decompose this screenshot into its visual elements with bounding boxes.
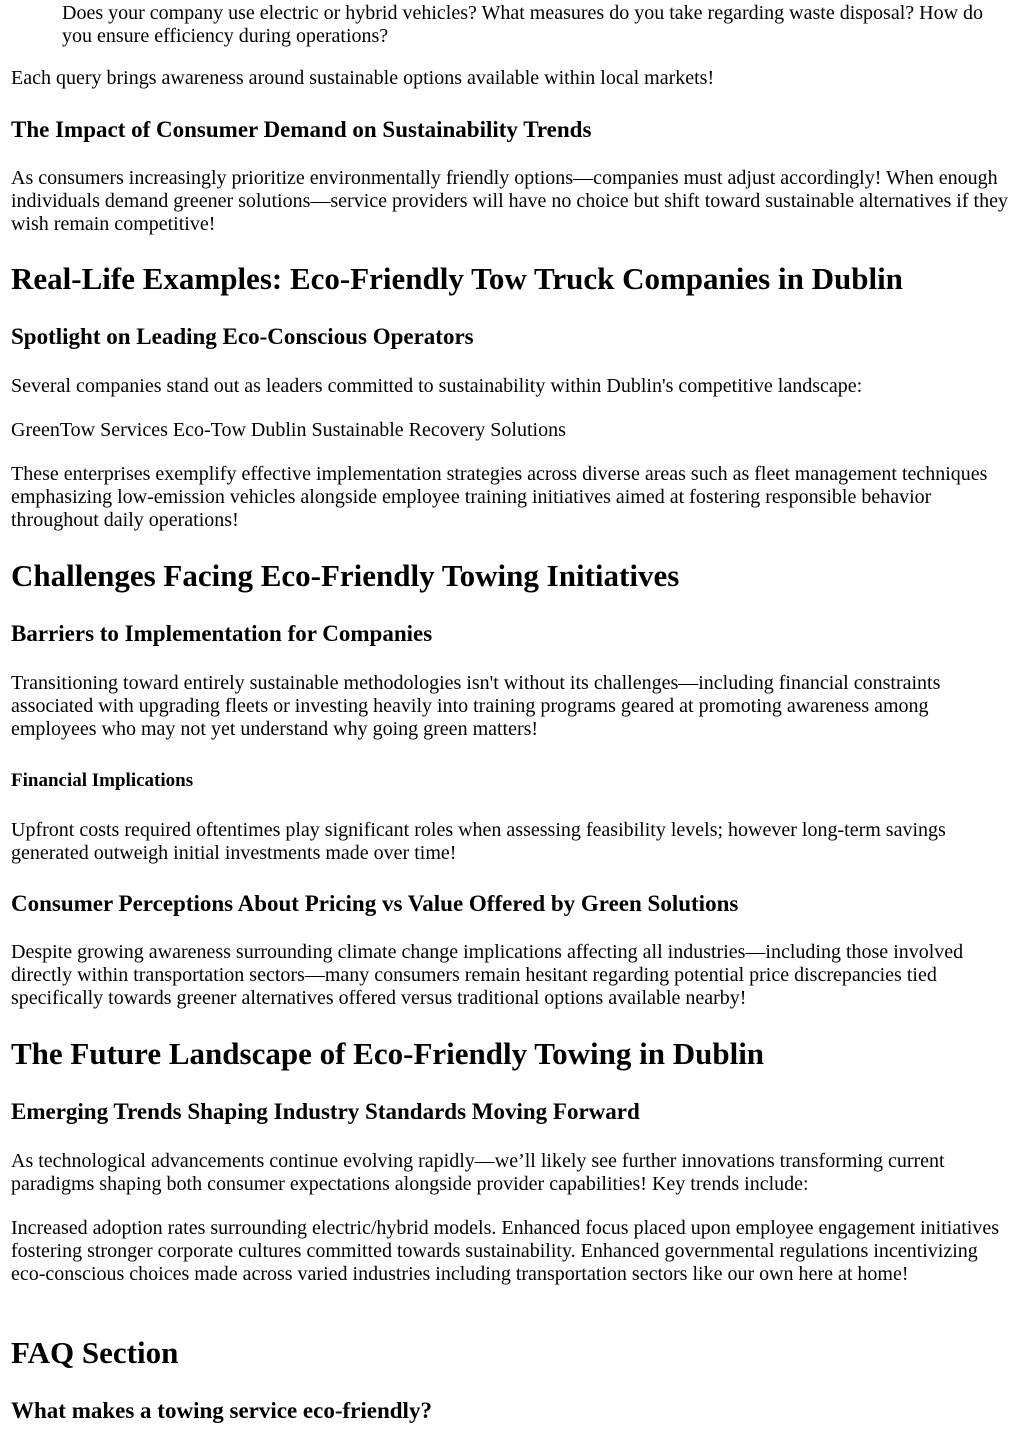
emerging-trends-heading: Emerging Trends Shaping Industry Standards Moving Forward [11,1099,640,1124]
future-landscape-heading: The Future Landscape of Eco-Friendly Towing in Dublin [11,1036,765,1071]
spotlight-heading: Spotlight on Leading Eco-Conscious Operators [11,324,474,349]
faq-heading: FAQ Section [11,1335,179,1370]
questions-paragraph: Does your company use electric or hybrid vehicles? What measures do you take regarding waste disposal? How do you ensure efficiency during operations? [62,2,984,47]
consumer-demand-heading: The Impact of Consumer Demand on Sustainability Trends [11,117,592,142]
barriers-heading: Barriers to Implementation for Companies [11,621,433,646]
awareness-paragraph: Each query brings awareness around sustainable options available within local markets! [11,67,715,89]
real-life-heading: Real-Life Examples: Eco-Friendly Tow Truck Companies in Dublin [11,261,903,296]
real-life-intro-paragraph: Several companies stand out as leaders committed to sustainability within Dublin's competitive landscape: [11,375,863,397]
emerging-trends-intro-paragraph: As technological advancements continue evolving rapidly—we’ll likely see further innovations transforming current paradigms shaping both consumer expectations alongside provider capabilities! Key trends include: [11,1150,945,1195]
consumer-demand-paragraph: As consumers increasingly prioritize environmentally friendly options—companies must adjust accordingly! When enough individuals demand greener solutions—service providers will have no choice but shift toward sustainable alternatives if they wish remain competitive! [11,167,1008,235]
faq-question-1: What makes a towing service eco-friendly? [11,1398,432,1423]
financial-implications-paragraph: Upfront costs required oftentimes play significant roles when assessing feasibility levels; however long-term savings generated outweigh initial investments made over time! [11,819,946,864]
challenges-heading: Challenges Facing Eco-Friendly Towing Initiatives [11,558,680,593]
barriers-paragraph: Transitioning toward entirely sustainable methodologies isn't without its challenges—including financial constraints associated with upgrading fleets or investing heavily into training programs geared at promoting awareness among employees who may not yet understand why going green matters! [11,672,941,740]
key-trends-paragraph: Increased adoption rates surrounding electric/hybrid models. Enhanced focus placed upon employee engagement initiatives fostering stronger corporate cultures committed towards sustainability. Enhanced governmental regulations incentivizing eco-conscious choices made across varied industries including transportation sectors like our own here at home! [11,1217,999,1285]
financial-implications-heading: Financial Implications [11,770,194,791]
consumer-perceptions-paragraph: Despite growing awareness surrounding climate change implications affecting all industries—including those involved directly within transportation sectors—many consumers remain hesitant regarding potential price discrepancies tied specifically towards greener alternatives offered versus traditional options available nearby! [11,941,964,1009]
company-list: GreenTow Services Eco-Tow Dublin Sustainable Recovery Solutions [11,419,566,441]
consumer-perceptions-heading: Consumer Perceptions About Pricing vs Value Offered by Green Solutions [11,891,739,916]
real-life-body-paragraph: These enterprises exemplify effective implementation strategies across diverse areas such as fleet management techniques emphasizing low-emission vehicles alongside employee training initiatives aimed at fostering responsible behavior throughout daily operations! [11,463,988,531]
